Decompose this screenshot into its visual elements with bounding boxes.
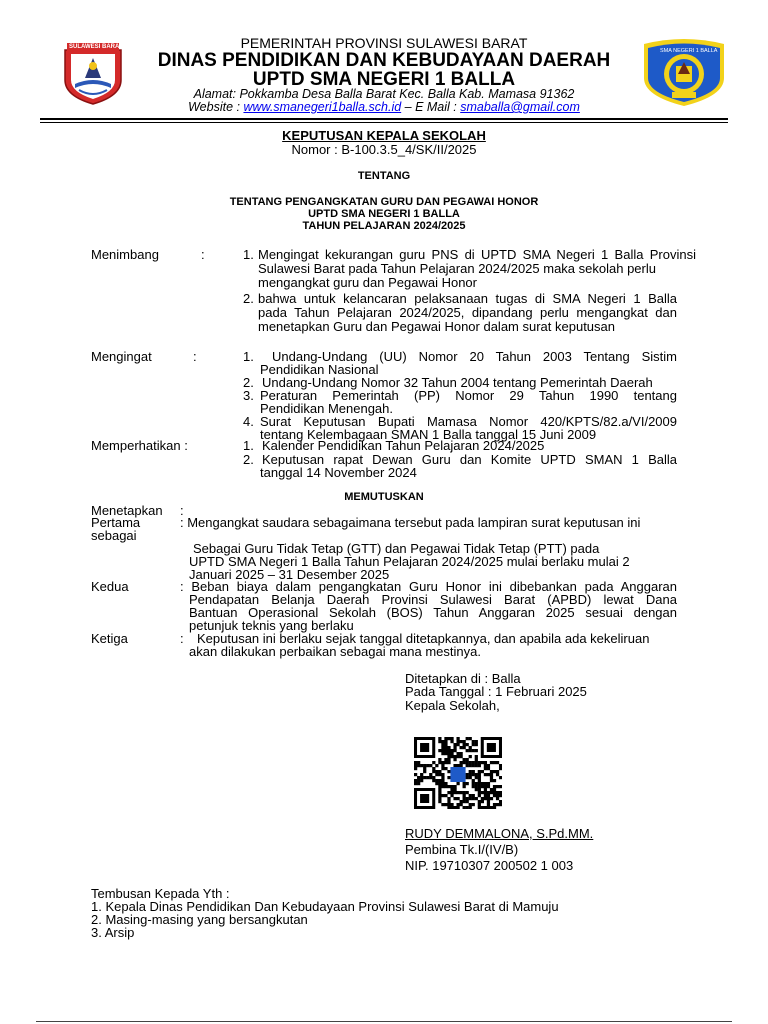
mengingat-item-3-num: 3. <box>243 388 254 403</box>
tentang-heading: TENTANG <box>357 170 411 182</box>
letterhead-rule-thick <box>40 118 728 120</box>
left-logo-text: SULAWESI BARAT <box>69 44 123 50</box>
tembusan-heading: Tembusan Kepada Yth : <box>91 886 230 901</box>
menimbang-item-2-line-2: pada Tahun Pelajaran 2024/2025, dipandang perlu mengangkat dan <box>258 305 677 320</box>
menimbang-item-1-line-3: mengangkat guru dan Pegawai Honor <box>258 275 477 290</box>
mengingat-item-2-line-1: Undang-Undang Nomor 32 Tahun 2004 tentang Pemerintah Daerah <box>262 375 653 390</box>
kedua-line-1: : Beban biaya dalam pengangkatan Guru Honor ini dibebankan pada Anggaran <box>180 579 677 594</box>
tembusan-item-2: 2. Masing-masing yang bersangkutan <box>91 912 308 927</box>
mengingat-item-4-line-2: tentang Kelembagaan SMAN 1 Balla tanggal 15 Juni 2009 <box>260 427 597 442</box>
signing-date: Pada Tanggal : 1 Februari 2025 <box>405 684 587 699</box>
mengingat-item-2-num: 2. <box>243 375 254 390</box>
ketiga-line-2: akan dilakukan perbaikan sebagai mana mestinya. <box>189 644 481 659</box>
memperhatikan-item-1-line-1: Kalender Pendidikan Tahun Pelajaran 2024/2025 <box>262 438 545 453</box>
department-heading: DINAS PENDIDIKAN DAN KEBUDAYAAN DAERAH <box>157 50 611 71</box>
school-heading: UPTD SMA NEGERI 1 BALLA <box>252 69 516 90</box>
mengingat-item-1-num: 1. <box>243 349 254 364</box>
menimbang-item-1-line-1: Mengingat kekurangan guru PNS di UPTD SMA Negeri 1 Balla Provinsi <box>258 247 696 262</box>
memperhatikan-label: Memperhatikan : <box>91 438 188 453</box>
contact-line <box>0 101 768 114</box>
memutuskan-heading: MEMUTUSKAN <box>344 491 424 503</box>
subject-line-1: TENTANG PENGANGKATAN GURU DAN PEGAWAI HONOR <box>229 196 539 208</box>
kedua-line-2: Pendapatan Belanja Daerah Provinsi Sulawesi Barat (APBD) lewat Dana <box>189 592 677 607</box>
qr-code <box>414 737 502 809</box>
memperhatikan-item-2-line-1: Keputusan rapat Dewan Guru dan Komite UPTD SMAN 1 Balla <box>262 452 677 467</box>
mengingat-item-4-num: 4. <box>243 414 254 429</box>
gtt-line-3: Januari 2025 – 31 Desember 2025 <box>189 567 390 582</box>
gtt-line-1: Sebagai Guru Tidak Tetap (GTT) dan Pegawai Tidak Tetap (PTT) pada <box>193 541 600 556</box>
government-heading: PEMERINTAH PROVINSI SULAWESI BARAT <box>240 35 528 51</box>
menimbang-item-1-line-2: Sulawesi Barat pada Tahun Pelajaran 2024/2025 maka sekolah perlu <box>258 261 656 276</box>
mengingat-label: Mengingat <box>91 349 152 364</box>
decree-title: KEPUTUSAN KEPALA SEKOLAH <box>282 128 486 143</box>
kedua-label: Kedua <box>91 579 129 594</box>
mengingat-item-3-line-1: Peraturan Pemerintah (PP) Nomor 29 Tahun 1990 tentang <box>260 388 677 403</box>
tembusan-item-3: 3. Arsip <box>91 925 135 940</box>
gtt-line-2: UPTD SMA Negeri 1 Balla Tahun Pelajaran 2024/2025 mulai berlaku mulai 2 <box>189 554 630 569</box>
menimbang-colon: : <box>201 247 205 262</box>
mengingat-item-1-line-1: Undang-Undang (UU) Nomor 20 Tahun 2003 Tentang Sistim <box>272 349 677 364</box>
memperhatikan-item-2-num: 2. <box>243 452 254 467</box>
address-line: Alamat: Pokkamba Desa Balla Barat Kec. Balla Kab. Mamasa 91362 <box>193 87 575 101</box>
page-footer-rule <box>36 1021 732 1022</box>
signer-nip: NIP. 19710307 200502 1 003 <box>405 858 574 873</box>
mengingat-colon: : <box>193 349 197 364</box>
subject-line-3: TAHUN PELAJARAN 2024/2025 <box>302 220 466 232</box>
signer-name: RUDY DEMMALONA, S.Pd.MM. <box>405 826 594 841</box>
menimbang-item-2-num: 2. <box>243 291 254 306</box>
email-label: – E Mail : <box>401 100 461 114</box>
signer-position: Kepala Sekolah, <box>405 698 500 713</box>
ketiga-label: Ketiga <box>91 631 128 646</box>
menetapkan-label: Menetapkan <box>91 503 163 518</box>
menetapkan-colon: : <box>180 503 184 518</box>
website-label: Website : <box>188 100 244 114</box>
pertama-sub-label: sebagai <box>91 528 137 543</box>
decree-number: Nomor : B-100.3.5_4/SK/II/2025 <box>291 142 477 157</box>
signer-rank: Pembina Tk.I/(IV/B) <box>405 842 519 857</box>
memperhatikan-item-2-line-2: tanggal 14 November 2024 <box>260 465 417 480</box>
qr-code-icon <box>414 737 502 809</box>
pertama-label: Pertama <box>91 515 141 530</box>
mengingat-item-1-line-2: Pendidikan Nasional <box>260 362 379 377</box>
kedua-line-3: Bantuan Operasional Sekolah (BOS) Tahun Anggaran 2025 sesuai dengan <box>189 605 677 620</box>
ketiga-colon: : <box>180 631 184 646</box>
mengingat-item-3-line-2: Pendidikan Menengah. <box>260 401 393 416</box>
mengingat-item-4-line-1: Surat Keputusan Bupati Mamasa Nomor 420/KPTS/82.a/VI/2009 <box>260 414 677 429</box>
tembusan-item-1: 1. Kepala Dinas Pendidikan Dan Kebudayaan Provinsi Sulawesi Barat di Mamuju <box>91 899 559 914</box>
right-logo-text: SMA NEGERI 1 BALLA <box>660 48 718 54</box>
ketiga-line-1: Keputusan ini berlaku sejak tanggal ditetapkannya, dan apabila ada kekeliruan <box>197 631 650 646</box>
pertama-text: : Mengangkat saudara sebagaimana tersebut pada lampiran surat keputusan ini <box>180 515 641 530</box>
memperhatikan-item-1-num: 1. <box>243 438 254 453</box>
signing-place: Ditetapkan di : Balla <box>405 671 521 686</box>
subject-line-2: UPTD SMA NEGERI 1 BALLA <box>308 208 460 220</box>
kedua-line-4: petunjuk teknis yang berlaku <box>189 618 354 633</box>
email-link[interactable]: smaballa@gmail.com <box>460 100 580 114</box>
menimbang-item-2-line-3: menetapkan Guru dan Pegawai Honor dalam surat keputusan <box>258 319 615 334</box>
menimbang-item-1-num: 1. <box>243 247 254 262</box>
website-link[interactable]: www.smanegeri1balla.sch.id <box>243 100 402 114</box>
menimbang-label: Menimbang <box>91 247 159 262</box>
menimbang-item-2-line-1: bahwa untuk kelancaran pelaksanaan tugas di SMA Negeri 1 Balla <box>258 291 677 306</box>
letterhead-rule-thin <box>40 122 728 123</box>
